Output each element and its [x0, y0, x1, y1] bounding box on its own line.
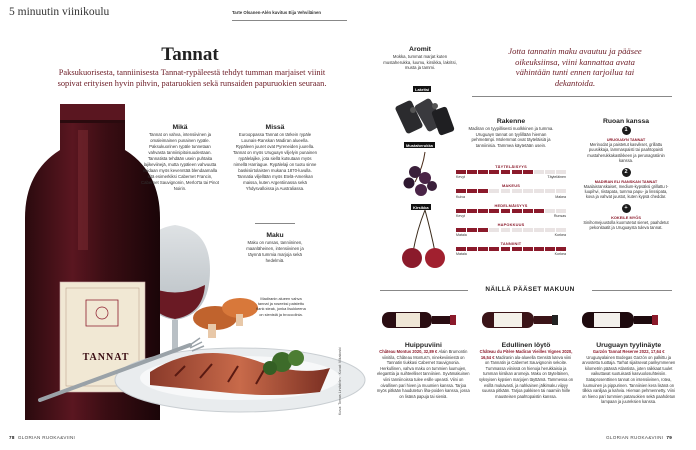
page-number-right: 79 — [666, 435, 673, 440]
blackcurrant-illustration — [404, 152, 438, 196]
meter-max-label: Korkea — [554, 233, 566, 238]
nailla-rule-left — [380, 290, 468, 291]
ruoan-item-text: Maalaisranskaiset, medium-kypsäksi grillattu t-luupihvi, riistapata, tumma papu- ja linssipata, kova ja vahvat juustot, kuten kypsä cheddar. — [583, 183, 669, 200]
meter-segment — [489, 228, 499, 232]
footer-right — [606, 435, 672, 440]
wine-list — [376, 342, 676, 405]
ruoan-item-label: URUGUAYN TANNAT — [606, 137, 646, 142]
meter-segment — [512, 228, 522, 232]
meter-segment — [556, 228, 566, 232]
meter-bar — [456, 189, 566, 193]
ruoan-number-badge: 2 — [622, 168, 631, 177]
meter-segment — [467, 228, 477, 232]
label-mustaherukka: Mustaherukka — [406, 142, 433, 148]
meter-segment — [456, 247, 466, 251]
meter-segment — [534, 189, 544, 193]
ruoan-item-label: KOKEILE MYÖS — [611, 214, 641, 220]
meter — [456, 183, 566, 198]
meter-label: TÄYTELÄISYYS — [495, 164, 527, 169]
brand-right: GLORIAN RUOKA&VIINI — [606, 435, 664, 440]
meter-bar — [456, 247, 566, 251]
meter-ends — [456, 195, 566, 199]
meter-min-label: Matala — [456, 233, 467, 238]
wine-text: Alain Brumontin viinitila, Château Montus'n, ninekeviiniestä on Tannatin tiukkasi Cabernet Sauvignonia. Herkullinen, vahva maku on tummien luumujen, eleganttia ja suihteelliset tanniinien. Syvämakuinen viini tanniinoissa tulee esille upeasti. Viini on oivallinen pari hiven ja muumien kanssa. Tarjoa myös pitkään haudutetun liha-poiden kanssa, jossa on lisänä papuja tai sieniä. — [376, 349, 470, 399]
meter-ends — [456, 175, 566, 179]
image-credit: Kuva: Tomas Lindström · Kuvat: Vilkakoski — [338, 347, 342, 415]
label-lakritsi: Lakritsi — [415, 86, 430, 92]
wine-text: Uruguayalainen Bodegas Garzón on palkittu ja arvostettu tuottaja. Tarhat sijaitsevat parikymmenen kilometrin päässä Atlantista, joten raikkaat tuulet vaikuttavat suotuisasti kasvuolosuhteisiin. Sataprosenttinen tannat on intensiivinen, rotea, luumuinen ja pippurinen. Tanniinien kera lisänä on tilkka vaniljaa ja kahvia. Hieman pehmennetty. Viini on hieno pari tummien pataruokien sekä paahdetun lampaan ja juureksien kanssa. — [582, 354, 676, 405]
meter-segment — [545, 189, 555, 193]
meter-segment — [534, 209, 544, 213]
missa-heading: Missä — [265, 124, 285, 131]
meter-min-label: Kuiva — [456, 194, 465, 199]
meter-segment — [489, 209, 499, 213]
meter-label: TANNIINIT — [500, 241, 522, 247]
meter-segment — [501, 170, 511, 174]
wine-bottles — [376, 302, 676, 338]
label-kirsikka: Kirsikka — [413, 204, 429, 210]
meter — [456, 164, 566, 179]
meter-segment — [467, 247, 477, 251]
meter-bar — [456, 170, 566, 174]
aromit-heading: Aromit — [409, 46, 431, 53]
meter-min-label: Kevyt — [456, 213, 465, 218]
wine-detail: Garzón Tannat Reserve 2022, 17,64 € — [592, 349, 665, 354]
meter-segment — [523, 170, 533, 174]
ruoan-number-badge: 1 — [622, 126, 631, 135]
wine-card — [376, 342, 471, 405]
pull-quote-rule — [472, 96, 672, 97]
meter-segment — [478, 209, 488, 213]
ruoan-list — [580, 126, 672, 235]
meter-segment — [523, 228, 533, 232]
meter-segment — [456, 170, 466, 174]
wine-card — [581, 342, 676, 405]
meter-bar — [456, 228, 566, 232]
meter-segment — [467, 209, 477, 213]
meter-segment — [534, 228, 544, 232]
article-title: Tannat — [161, 44, 219, 65]
wine-text: Madiranin ala-alueella Gensitä luteva viini on Tannatin ja Cabernet Sauvignonin sekoite. Tummassa viinissä on hienoja herukkaisia ja tumman kirsikan aromeja. Maku on täyteläinen, syksyisen kypsien marjojen täyttämä. Tammessa on esillä mukavasti, ja nahkainen jälkimaku viipyy suussa pitkään. Tarjoa pakkisen tai naamiin hiille mausteisen paahtopaistin kanssa. — [478, 354, 574, 399]
bottle-pitere — [482, 312, 558, 328]
meter-segment — [523, 189, 533, 193]
meter-label: HAPOKKUUS — [497, 221, 525, 227]
article-lead: Paksukuorisesta, tanniinisesta Tannat-rypäleestä tehdyt tumman marjaiset viinit sopivat erityisen hyvin pihvin, pataruokien sekä runsaiden papuruokien seuraan. — [57, 68, 327, 88]
meter-segment — [512, 189, 522, 193]
wine-description — [376, 349, 471, 399]
bottle-capsule — [60, 104, 125, 122]
missa-text: Eurooppassa Tannat on tärkein rypäle Lounais-Ranskan Madiran alueella. Rypäleen juuret ovat Pyreneiden juurella. Tannat on myös Uruguayn viljelyin punainen rypälelajike, jota siellä kutsutaan myös nimellä Harriague. Rypälelaji on tuotu sinne baskisiirtolaisten mukana 1870-luvulla. Tannatia viljellään myös Etelä-Amerikan maissa, kuten Argentiinassa sekä Yhdysvalloissa ja Australiassa. — [232, 132, 318, 191]
meter-ends — [456, 252, 566, 256]
meter-segment — [501, 189, 511, 193]
meter-segment — [501, 228, 511, 232]
meter-segment — [489, 170, 499, 174]
meter-ends — [456, 214, 566, 218]
meter-max-label: Korkea — [554, 252, 566, 257]
bottle-garzon — [582, 312, 658, 328]
ruoan-item-text: Sinihomejuustolla kuorrutetut sienet, paahdetut pekonitaatit ja Uruguaysta tuleva tannat. — [583, 219, 669, 231]
meter-segment — [523, 209, 533, 213]
missa-rule — [255, 223, 295, 224]
rakenne-meters — [456, 164, 566, 260]
meter-segment — [556, 189, 566, 193]
meter-segment — [456, 189, 466, 193]
meter-segment — [478, 189, 488, 193]
meter-segment — [478, 170, 488, 174]
wine-detail: Château Montus 2020, 32,89 € — [379, 349, 439, 354]
meter-segment — [545, 209, 555, 213]
meter-segment — [456, 228, 466, 232]
brand-left: GLORIAN RUOKA&VIINI — [17, 435, 76, 440]
ruoan-heading: Ruoan kanssa — [602, 118, 650, 125]
wine-detail: Château du Pitère Madiran Vieilles Vignes 2020, 16,54 € — [479, 349, 573, 360]
ruoan-number-badge: + — [622, 204, 631, 213]
wine-name: Edullinen löytö — [501, 342, 551, 349]
series-title: 5 minuutin viinikoulu — [9, 6, 110, 18]
ruoan-item-text: Merinodat ja paistetut kasvikset, grillattu puusikkaja, lammaspaisti tai paahtopaisti mustaherukkakastikkeen ja perunagratiinin kanssa. — [587, 142, 665, 164]
nailla-rule-right — [592, 290, 672, 291]
header-rule — [232, 20, 347, 21]
meter-ends — [456, 233, 566, 237]
wine-description — [479, 349, 574, 399]
meter-segment — [556, 209, 566, 213]
meter-min-label: Matala — [456, 252, 467, 257]
meter-segment — [501, 209, 511, 213]
nailla-heading: NÄILLÄ PÄÄSET MAKUUN — [485, 286, 575, 293]
aroma-illustrations — [385, 82, 465, 282]
footer-left — [9, 435, 75, 440]
aromit-text: Mokka, tummat marjat kuten mustaherukka, luumu, kirsikka, lakritsi, musta ja tammi. — [383, 54, 457, 71]
meter-segment — [545, 247, 555, 251]
bottle-montus — [382, 312, 456, 328]
rakenne-heading: Rakenne — [496, 118, 526, 125]
meter-segment — [545, 170, 555, 174]
meter-label: MAKEUS — [501, 183, 521, 189]
plate-caption: Madiranin alueen vahva tannat ja roseeksi paistettu flank steak, jonka lisukkeena on sienistä ja broccolinia. — [256, 296, 306, 317]
meter-segment — [523, 247, 533, 251]
maku-text: Maku on runsas, tanniininen, maanläheinen, intensiivinen ja täynnä tummia marjoja sekä hedelmiä. — [246, 240, 304, 263]
cherry-illustration — [402, 210, 445, 268]
meter — [456, 203, 566, 218]
mika-heading: Mikä — [172, 124, 188, 131]
wine-name: Uruguayn tyylinäyte — [596, 342, 662, 349]
ruoan-item-label: MADIRAN ELI RANSKAN TANNAT — [594, 178, 658, 184]
meter-min-label: Kevyt — [456, 175, 465, 180]
rakenne-text: Madiran on tyypillisesti nuolkkinen ja tumma. Uruguayn tannat on tyylillään hieman pehmeämpi. Molemmat ovat täyteläisiä ja tanniinisia. Tammea käytetään usein. — [468, 126, 554, 148]
meter-segment — [556, 247, 566, 251]
credits: Tarte Olsanen-Alén kuvitus Eija Vehviläinen — [232, 10, 321, 15]
wine-description — [581, 349, 676, 405]
bottle-label-text: TANNAT — [82, 352, 130, 363]
meter-segment — [512, 247, 522, 251]
licorice-illustration — [395, 98, 455, 136]
meter-segment — [489, 189, 499, 193]
meter-max-label: Täyteläinen — [547, 175, 566, 180]
meter — [456, 241, 566, 256]
meter-segment — [489, 247, 499, 251]
meter-segment — [545, 228, 555, 232]
pull-quote: Jotta tannatin maku avautuu ja pääsee oikeuksiinsa, viini kannattaa avata vähintään tunti ennen tarjoilua tai dekantoida. — [508, 46, 642, 88]
meter — [456, 222, 566, 237]
meter-segment — [534, 247, 544, 251]
meter-segment — [467, 170, 477, 174]
meter-segment — [478, 247, 488, 251]
wine-card — [479, 342, 574, 405]
meter-segment — [512, 209, 522, 213]
meter-max-label: Runsas — [553, 213, 566, 218]
wine-name: Huippuviini — [404, 342, 442, 349]
page-number-left: 78 — [9, 435, 15, 440]
meter-segment — [456, 209, 466, 213]
mika-text: Tannat on vahva, intensiivinen ja omaleimainen punainen rypäle. Paksukuorinen rypäle tunnetaan vahvasta tanniinipitoisuudestaan. Tannatista tehdään usein puhtaita lajikeviinejä, mutta rypäleen vahvuutta voidaan myös kevenntää blendaamalla sitä esimerkiksi Cabernet Francin, Cabernet Sauvignonin, Merlot'ta tai Pinot Noirin. — [141, 132, 219, 191]
meter-segment — [467, 189, 477, 193]
meter-segment — [478, 228, 488, 232]
meter-label: HEDELMÄISYYS — [494, 202, 528, 208]
meter-segment — [556, 170, 566, 174]
meter-bar — [456, 209, 566, 213]
meter-segment — [512, 170, 522, 174]
maku-heading: Maku — [266, 232, 284, 239]
meter-max-label: Makea — [555, 194, 566, 199]
meter-segment — [534, 170, 544, 174]
meter-segment — [501, 247, 511, 251]
